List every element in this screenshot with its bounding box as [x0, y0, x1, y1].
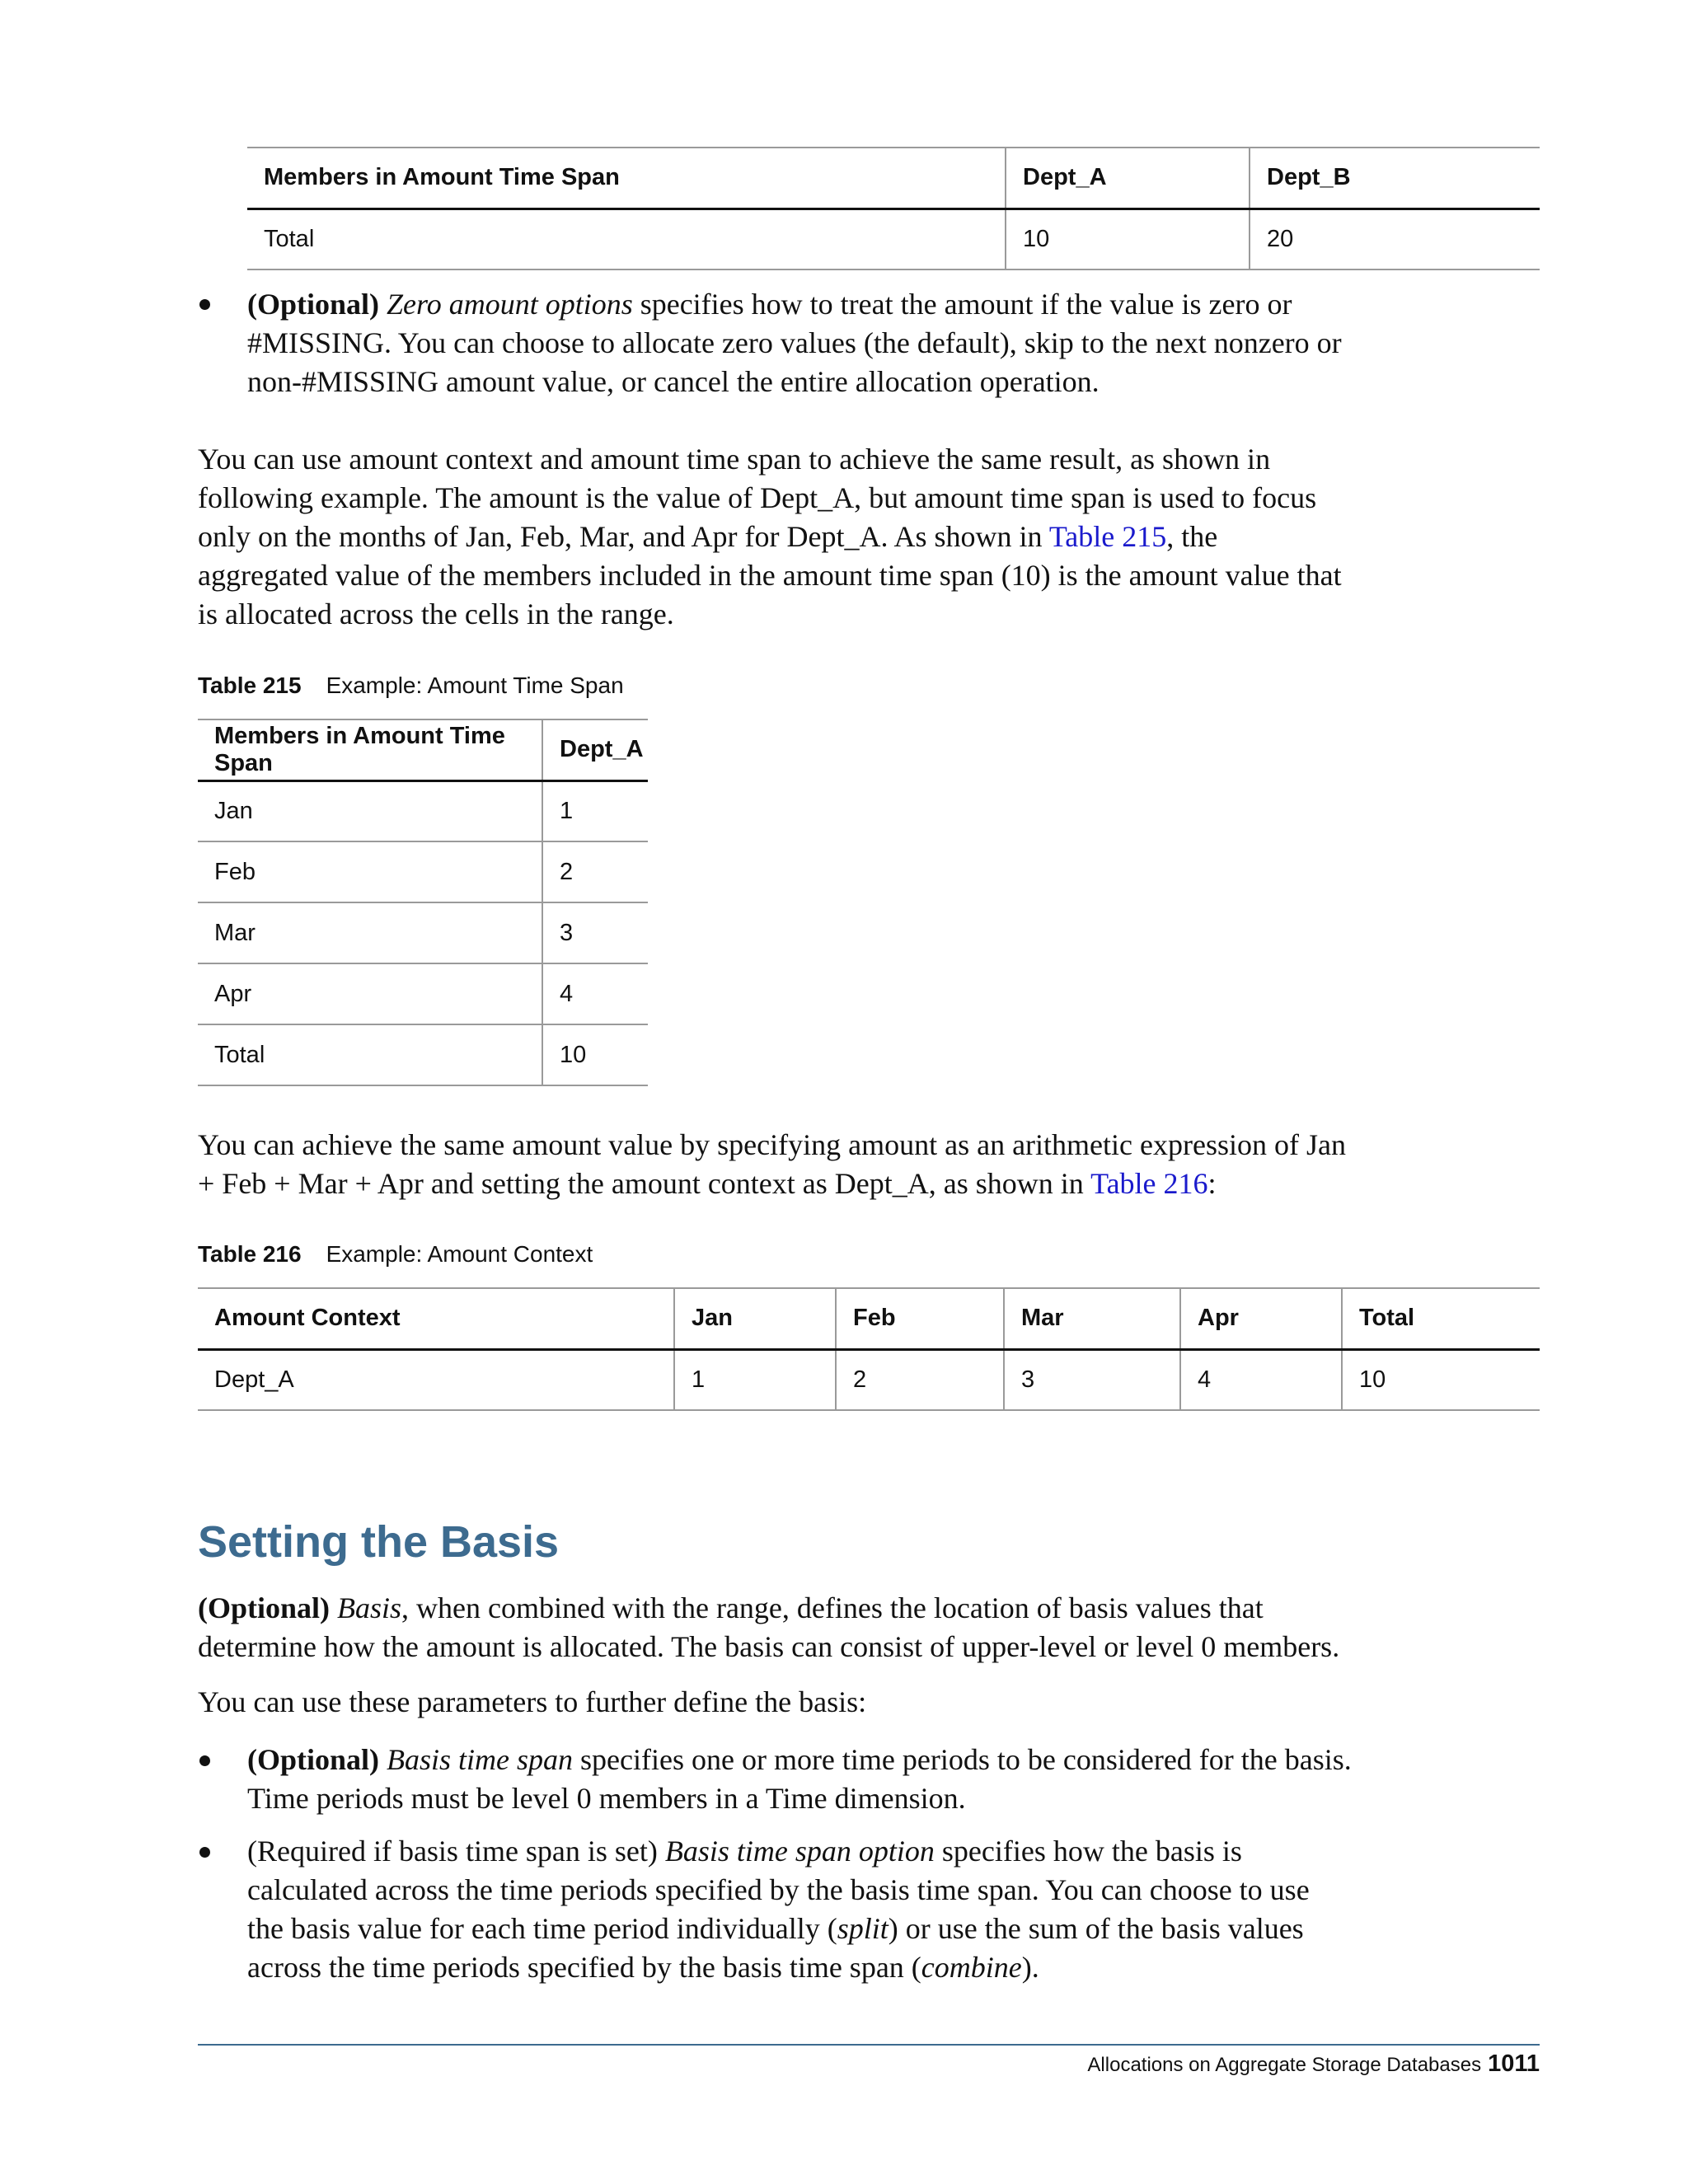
paragraph-amount-time-span: [198, 440, 1352, 634]
paragraph-text: , the aggregated value of the members included in the amount time span (10) is the amount value that is allocated across the cells in the range.: [198, 520, 1342, 630]
table-216: [198, 1287, 1540, 1411]
table-header-row: [247, 148, 1540, 209]
column-header: Total: [1342, 1288, 1540, 1349]
column-header: Feb: [836, 1288, 1004, 1349]
paragraph-arithmetic-expression: [198, 1126, 1352, 1203]
table-cell: 1: [542, 780, 648, 841]
bullet-basis-time-span: [247, 1741, 1352, 1818]
paragraph-text: :: [1207, 1167, 1217, 1200]
bullet-icon: [199, 1755, 210, 1766]
required-label: (Required if basis time span is set): [247, 1835, 658, 1868]
table-row: [198, 902, 648, 963]
optional-label: (Optional): [247, 288, 380, 321]
table-header-row: [198, 1288, 1540, 1349]
column-header: Apr: [1180, 1288, 1342, 1349]
paragraph-text: You can achieve the same amount value by specifying amount as an arithmetic expression of Jan + Feb + Mar + Apr and setting the amount context as Dept_A, as shown in: [198, 1128, 1346, 1200]
table-row: [198, 963, 648, 1024]
column-header: Dept_A: [542, 719, 648, 780]
term: Basis time span option: [664, 1835, 935, 1868]
table-cell: Apr: [198, 963, 542, 1024]
table-cell: 10: [1342, 1349, 1540, 1410]
table-215-caption: [198, 673, 624, 699]
table-row: [247, 209, 1540, 269]
bullet-zero-amount: [247, 285, 1352, 401]
table-cell: 3: [542, 902, 648, 963]
table-row: [198, 1024, 648, 1085]
table-top: [247, 147, 1540, 270]
column-header: Dept_A: [1006, 148, 1250, 209]
footer-rule: [198, 2044, 1540, 2046]
table-cell: 10: [542, 1024, 648, 1085]
term: Basis: [337, 1591, 402, 1624]
column-header: Members in Amount Time Span: [247, 148, 1006, 209]
paragraph-text: , when combined with the range, defines the location of basis values that determine how the amount is allocated. The basis can consist of upper-level or level 0 members.: [198, 1591, 1340, 1663]
table-cell: Total: [247, 209, 1006, 269]
optional-label: (Optional): [198, 1591, 331, 1624]
table-216-link[interactable]: Table 216: [1090, 1167, 1208, 1200]
table-cell: Jan: [198, 780, 542, 841]
caption-title: Example: Amount Time Span: [326, 673, 624, 698]
basis-parameters-intro: You can use these parameters to further define the basis:: [198, 1685, 867, 1718]
table-215: [198, 719, 648, 1086]
term-split: split: [837, 1912, 889, 1945]
term-combine: combine: [921, 1951, 1022, 1984]
table-cell: Feb: [198, 841, 542, 902]
table-cell: 3: [1004, 1349, 1180, 1410]
footer-title: Allocations on Aggregate Storage Databases: [1087, 2054, 1482, 2076]
table-row: [198, 841, 648, 902]
table-row: [198, 780, 648, 841]
table-cell: 4: [542, 963, 648, 1024]
caption-number: Table 216: [198, 1241, 302, 1267]
table-215-link[interactable]: Table 215: [1048, 520, 1167, 553]
bullet-text: specifies how the basis is calculated across the time periods specified by the basis time span. You can choose to use the basis value for each time period individually (: [247, 1835, 1310, 1945]
column-header: Jan: [674, 1288, 836, 1349]
bullet-text: specifies how to treat the amount if the value is zero or #MISSING. You can choose to allocate zero values (the default), skip to the next nonzero or non-#MISSING amount value, or cancel the entire allocation operation.: [247, 288, 1342, 398]
paragraph-text: You can use amount context and amount time span to achieve the same result, as shown in following example. The amount is the value of Dept_A, but amount time span is used to focus only on the months of Jan, Feb, Mar, and Apr for Dept_A. As shown in: [198, 443, 1317, 553]
bullet-icon: [199, 1847, 210, 1858]
table-216-caption: [198, 1241, 593, 1268]
column-header: Amount Context: [198, 1288, 674, 1349]
bullet-text: ).: [1021, 1951, 1039, 1984]
optional-label: (Optional): [247, 1743, 380, 1776]
term: Basis time span: [387, 1743, 574, 1776]
caption-number: Table 215: [198, 673, 302, 698]
table-cell: 20: [1250, 209, 1540, 269]
table-cell: 1: [674, 1349, 836, 1410]
caption-title: Example: Amount Context: [326, 1241, 593, 1267]
bullet-icon: [199, 299, 210, 310]
table-cell: 10: [1006, 209, 1250, 269]
section-heading: Setting the Basis: [198, 1517, 560, 1567]
table-cell: Mar: [198, 902, 542, 963]
bullet-text: ) or use the sum of the basis values across the time periods specified by the basis time span (: [247, 1912, 1304, 1984]
bullet-basis-time-span-option: [247, 1832, 1352, 1987]
table-cell: Dept_A: [198, 1349, 674, 1410]
page-footer: [1087, 2050, 1540, 2078]
page-number: 1011: [1488, 2050, 1540, 2077]
table-cell: Total: [198, 1024, 542, 1085]
basis-intro: [198, 1589, 1352, 1666]
table-cell: 2: [542, 841, 648, 902]
column-header: Members in Amount Time Span: [198, 719, 542, 780]
column-header: Dept_B: [1250, 148, 1540, 209]
column-header: Mar: [1004, 1288, 1180, 1349]
table-cell: 4: [1180, 1349, 1342, 1410]
table-cell: 2: [836, 1349, 1004, 1410]
table-header-row: [198, 719, 648, 780]
table-row: [198, 1349, 1540, 1410]
term: Zero amount options: [387, 288, 633, 321]
bullet-text: specifies one or more time periods to be considered for the basis. Time periods must be level 0 members in a Time dimension.: [247, 1743, 1352, 1815]
